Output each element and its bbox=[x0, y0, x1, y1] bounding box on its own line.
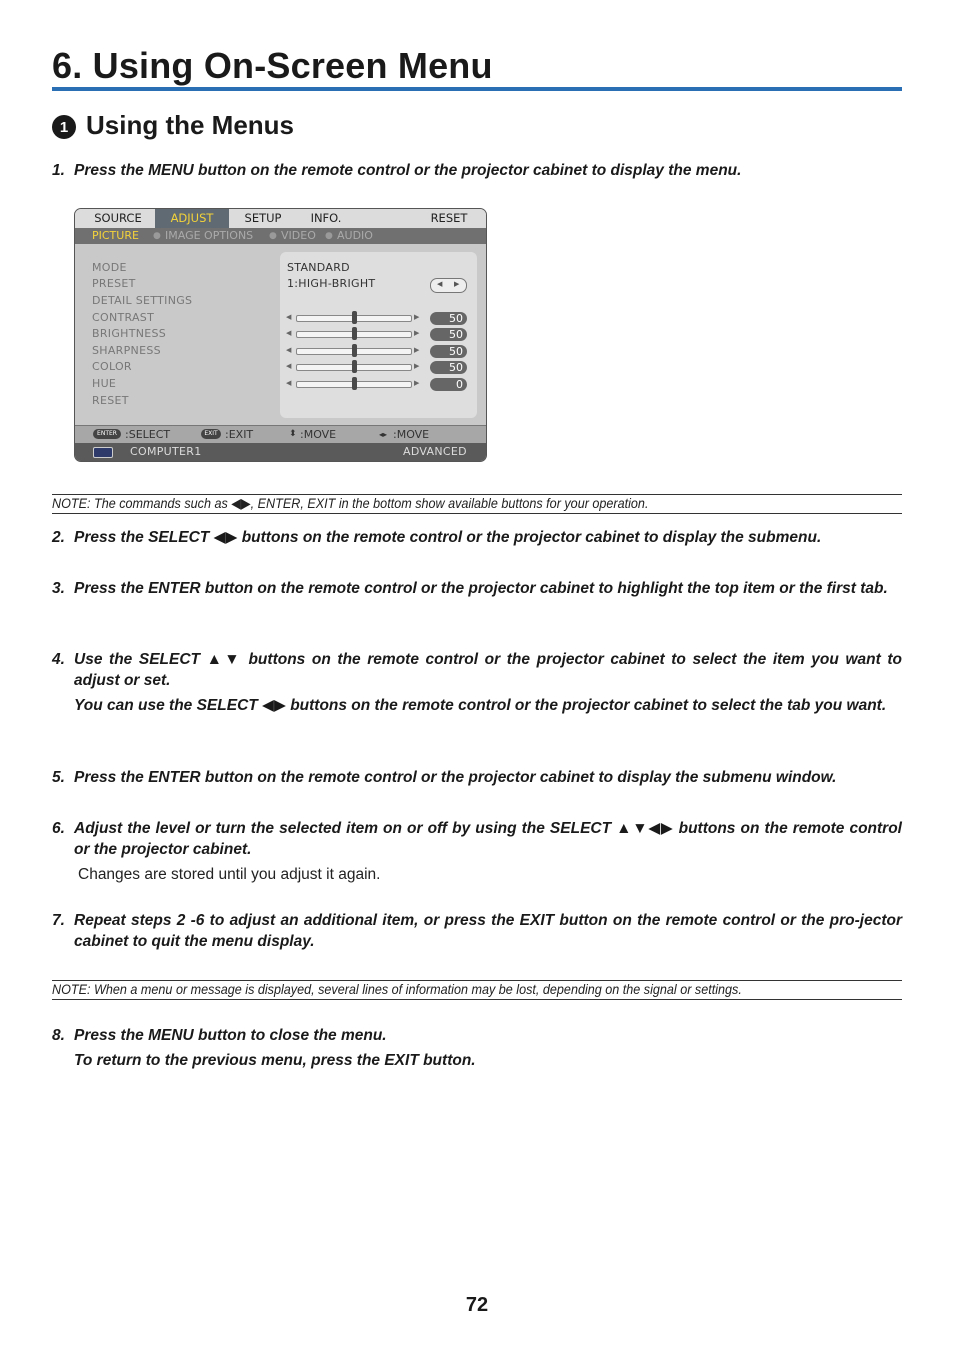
leftright-arrow-icon: ◂▸ bbox=[379, 430, 388, 439]
separator-dot-icon: ● bbox=[153, 231, 161, 241]
arrow-left-icon: ◀ bbox=[286, 346, 292, 354]
computer-input-icon bbox=[93, 447, 113, 458]
note-text: NOTE: When a menu or message is displayed, several lines of information may be lost, depending on the signal or settings. bbox=[52, 981, 742, 997]
step-text: Press the SELECT ◀▶ buttons on the remote control or the projector cabinet to display the submenu. bbox=[74, 529, 822, 546]
step-number: 6. bbox=[52, 820, 65, 837]
arrow-right-icon: ▶ bbox=[454, 280, 460, 288]
step-1 bbox=[52, 160, 902, 181]
slider-value-badge: 50 bbox=[430, 328, 467, 341]
osd-preset-selector[interactable] bbox=[430, 278, 467, 293]
osd-mode-value: STANDARD bbox=[287, 261, 350, 274]
step-6-sub: Changes are stored until you adjust it again. bbox=[78, 866, 381, 883]
slider-value-badge: 50 bbox=[430, 312, 467, 325]
osd-item-mode[interactable]: MODE bbox=[92, 261, 127, 274]
page-title: 6. Using On-Screen Menu bbox=[52, 45, 493, 86]
osd-item-contrast[interactable]: CONTRAST bbox=[92, 311, 155, 324]
osd-subtab-video[interactable]: VIDEO bbox=[281, 229, 316, 242]
slider-value-badge: 50 bbox=[430, 361, 467, 374]
arrow-left-icon: ◀ bbox=[286, 329, 292, 337]
slider-value-badge: 50 bbox=[430, 345, 467, 358]
step-number: 8. bbox=[52, 1027, 65, 1044]
arrow-left-icon: ◀ bbox=[286, 362, 292, 370]
osd-item-detail-settings[interactable]: DETAIL SETTINGS bbox=[92, 294, 193, 307]
osd-status-bar bbox=[75, 443, 486, 461]
osd-item-hue[interactable]: HUE bbox=[92, 377, 117, 390]
slider-thumb[interactable] bbox=[352, 377, 357, 390]
step-6 bbox=[52, 818, 902, 860]
enter-key-icon: ENTER bbox=[93, 429, 121, 439]
status-source: COMPUTER1 bbox=[130, 445, 202, 458]
slider-track[interactable] bbox=[296, 331, 412, 338]
slider-thumb[interactable] bbox=[352, 344, 357, 357]
osd-tab-setup[interactable]: SETUP bbox=[244, 211, 282, 225]
step-text: Press the MENU button to close the menu. bbox=[74, 1027, 387, 1044]
osd-item-sharpness[interactable]: SHARPNESS bbox=[92, 344, 161, 357]
slider-track[interactable] bbox=[296, 364, 412, 371]
section-heading bbox=[52, 108, 294, 142]
updown-arrow-icon: ⬍ bbox=[289, 429, 297, 439]
slider-thumb[interactable] bbox=[352, 311, 357, 324]
osd-item-preset[interactable]: PRESET bbox=[92, 277, 136, 290]
osd-subtab-image-options[interactable]: IMAGE OPTIONS bbox=[165, 229, 254, 242]
section-title: Using the Menus bbox=[86, 109, 295, 140]
step-7 bbox=[52, 910, 902, 952]
step-4 bbox=[52, 649, 902, 691]
osd-subtab-picture[interactable]: PICTURE bbox=[92, 229, 139, 242]
arrow-left-icon: ◀ bbox=[286, 379, 292, 387]
hint-select: :SELECT bbox=[125, 428, 171, 441]
osd-item-color[interactable]: COLOR bbox=[92, 360, 132, 373]
step-8 bbox=[52, 1025, 902, 1046]
arrow-left-icon: ◀ bbox=[437, 280, 443, 288]
step-8-sub: To return to the previous menu, press the EXIT button. bbox=[74, 1052, 476, 1069]
step-text: Use the SELECT ▲▼ buttons on the remote control or the projector cabinet to select the item you want to adjust or set. bbox=[74, 651, 902, 689]
step-text: Press the ENTER button on the remote control or the projector cabinet to display the submenu window. bbox=[74, 769, 837, 786]
note-information-loss bbox=[52, 980, 902, 1000]
slider-thumb[interactable] bbox=[352, 360, 357, 373]
osd-tab-adjust[interactable]: ADJUST bbox=[155, 209, 229, 228]
slider-track[interactable] bbox=[296, 381, 412, 388]
step-text: Adjust the level or turn the selected item on or off by using the SELECT ▲▼◀▶ buttons on the remote control or the projector cabinet. bbox=[74, 820, 902, 858]
osd-tab-info[interactable]: INFO. bbox=[310, 211, 342, 225]
osd-item-brightness[interactable]: BRIGHTNESS bbox=[92, 327, 167, 340]
separator-dot-icon: ● bbox=[269, 231, 277, 241]
step-4-sub: You can use the SELECT ◀▶ buttons on the remote control or the projector cabinet to select the tab you want. bbox=[74, 697, 887, 714]
osd-preset-value: 1:HIGH-BRIGHT bbox=[287, 277, 376, 290]
step-2 bbox=[52, 527, 902, 548]
osd-hint-bar bbox=[75, 425, 486, 443]
status-menu-level: ADVANCED bbox=[403, 445, 467, 458]
title-rule bbox=[52, 87, 902, 91]
step-number: 2. bbox=[52, 529, 65, 546]
note-text: NOTE: The commands such as ◀▶, ENTER, EXIT in the bottom show available buttons for your operation. bbox=[52, 495, 649, 511]
osd-subtab-audio[interactable]: AUDIO bbox=[337, 229, 373, 242]
step-3 bbox=[52, 578, 902, 599]
step-number: 4. bbox=[52, 651, 65, 668]
osd-tab-bar bbox=[75, 209, 486, 229]
osd-menu-screenshot bbox=[74, 208, 487, 462]
arrow-right-icon: ▶ bbox=[414, 346, 420, 354]
arrow-right-icon: ▶ bbox=[414, 313, 420, 321]
page-number: 72 bbox=[465, 1294, 489, 1316]
osd-subtab-bar bbox=[75, 228, 486, 244]
arrow-right-icon: ▶ bbox=[414, 329, 420, 337]
step-number: 3. bbox=[52, 580, 65, 597]
exit-key-icon: EXIT bbox=[201, 429, 221, 439]
step-text: Press the ENTER button on the remote control or the projector cabinet to highlight the top item or the first tab. bbox=[74, 580, 888, 597]
slider-track[interactable] bbox=[296, 348, 412, 355]
step-text: Press the MENU button on the remote control or the projector cabinet to display the menu. bbox=[74, 162, 742, 179]
arrow-right-icon: ▶ bbox=[414, 362, 420, 370]
hint-move-leftright: :MOVE bbox=[393, 428, 430, 441]
slider-track[interactable] bbox=[296, 315, 412, 322]
step-5 bbox=[52, 767, 902, 788]
arrow-left-icon: ◀ bbox=[286, 313, 292, 321]
osd-item-reset[interactable]: RESET bbox=[92, 394, 129, 407]
separator-dot-icon: ● bbox=[325, 231, 333, 241]
step-number: 5. bbox=[52, 769, 65, 786]
slider-value-badge: 0 bbox=[430, 378, 467, 391]
hint-exit: :EXIT bbox=[225, 428, 254, 441]
section-number-badge: 1 bbox=[52, 115, 76, 139]
step-number: 1. bbox=[52, 162, 65, 179]
note-commands bbox=[52, 494, 902, 514]
step-text: Repeat steps 2 -6 to adjust an additional item, or press the EXIT button on the remote control or the pro-jector cabinet to quit the menu display. bbox=[74, 912, 902, 950]
arrow-right-icon: ▶ bbox=[414, 379, 420, 387]
osd-tab-source[interactable]: SOURCE bbox=[94, 211, 142, 225]
hint-move-updown: :MOVE bbox=[300, 428, 337, 441]
step-number: 7. bbox=[52, 912, 65, 929]
slider-thumb[interactable] bbox=[352, 327, 357, 340]
osd-tab-reset[interactable]: RESET bbox=[430, 211, 468, 225]
